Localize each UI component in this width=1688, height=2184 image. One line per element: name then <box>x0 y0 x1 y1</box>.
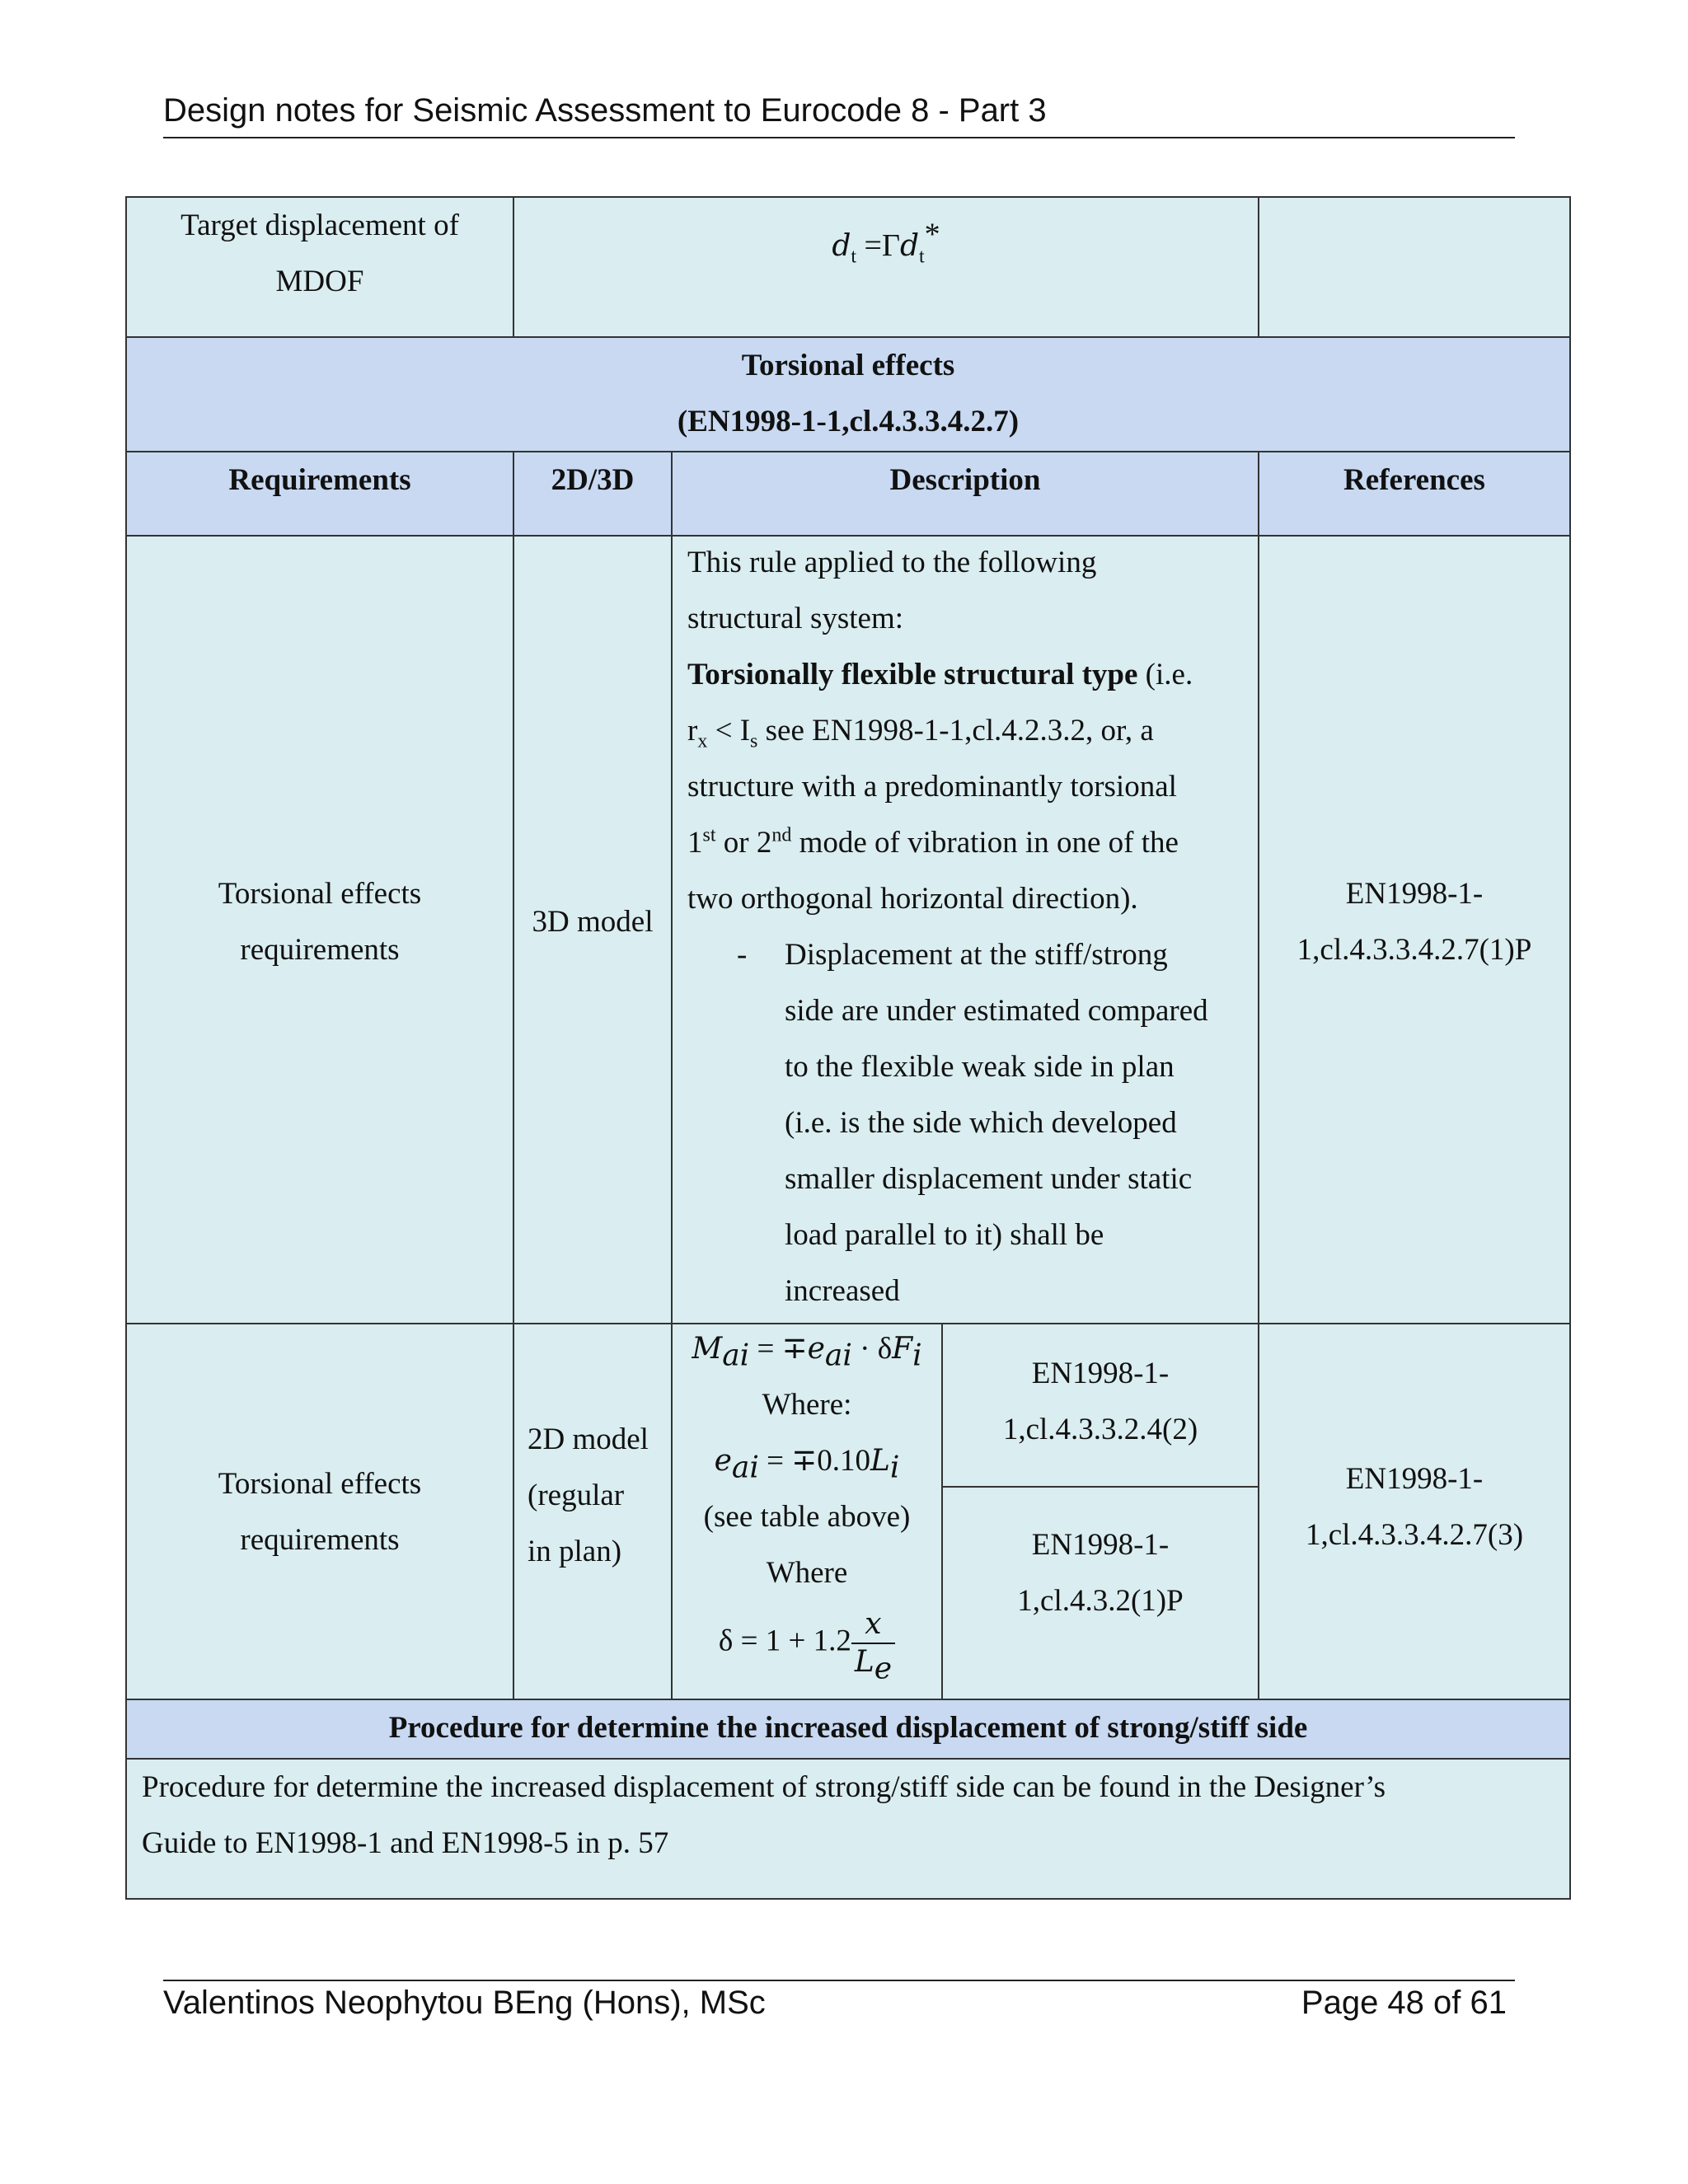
row3d-desc-line5: structure with a predominantly torsional <box>687 770 1177 804</box>
row3d-bullet-line: Displacement at the stiff/strong <box>785 938 1168 972</box>
row2d-where2: Where <box>766 1556 848 1590</box>
row3d-requirement-line2: requirements <box>240 933 400 967</box>
col-header-requirements: Requirements <box>125 451 514 537</box>
row3d-desc-line1: This rule applied to the following <box>687 546 1097 579</box>
col-header-description: Description <box>671 451 1259 537</box>
row3d-bullet-list <box>785 927 1254 1319</box>
row2d-eq-eccentricity: $e_{ai} = \mp 0.10L_i$ <box>714 1444 900 1485</box>
procedure-title: Procedure for determine the increased displacement of strong/stiff side <box>388 1711 1308 1745</box>
footer-divider <box>163 1980 1515 1981</box>
row2d-reference-cell <box>1258 1323 1571 1700</box>
row3d-bullet-line: increased <box>785 1274 900 1308</box>
row2d-model-cell <box>513 1323 673 1700</box>
row2d-where1: Where: <box>762 1388 852 1422</box>
row3d-desc-line3: Torsionally flexible structural type (i.e. <box>687 658 1193 691</box>
row3d-requirement-cell <box>125 535 514 1324</box>
row3d-bullet-line: smaller displacement under static <box>785 1162 1193 1196</box>
header-divider <box>163 137 1515 138</box>
row2d-subref1-line1: EN1998-1- <box>1031 1357 1170 1390</box>
row2d-equations-cell <box>671 1323 943 1700</box>
row3d-description-cell <box>671 535 1259 1324</box>
col-header-dim: 2D/3D <box>513 451 673 537</box>
row2d-eq-moment: $M_{ai} = \mp e_{ai} \cdot \delta F_i$ <box>692 1332 922 1373</box>
row3d-ref-line2: 1,cl.4.3.3.4.2.7(1)P <box>1296 933 1532 967</box>
row2d-model-line2: (regular <box>528 1479 625 1512</box>
page-header-title: Design notes for Seismic Assessment to Eurocode 8 - Part 3 <box>163 92 1047 129</box>
row2d-subref2-line1: EN1998-1- <box>1031 1528 1170 1562</box>
row2d-requirement-line2: requirements <box>240 1523 400 1557</box>
target-label-line1: Target displacement of <box>181 209 459 242</box>
procedure-header <box>125 1699 1571 1760</box>
torsion-section-title: Torsional effects <box>741 349 955 382</box>
row3d-desc-line7: two orthogonal horizontal direction). <box>687 882 1138 916</box>
row2d-eq-delta: δ = 1 + 1.2 $\frac{x}{L_e}$ <box>673 1606 941 1680</box>
procedure-body-cell <box>125 1758 1571 1900</box>
row3d-requirement-line1: Torsional effects <box>218 877 422 911</box>
target-reference-cell <box>1258 196 1571 338</box>
row3d-desc-line6: 1st or 2nd mode of vibration in one of the <box>687 824 1179 860</box>
row3d-bullet-line: load parallel to it) shall be <box>785 1218 1104 1252</box>
torsion-section-header <box>125 336 1571 452</box>
row3d-bullet-dash: - <box>737 938 748 972</box>
torsion-section-clause: (EN1998-1-1,cl.4.3.3.4.2.7) <box>677 405 1020 438</box>
row3d-bullet-line: to the flexible weak side in plan <box>785 1050 1175 1084</box>
row2d-subref1-cell <box>941 1323 1259 1488</box>
procedure-body-line2: Guide to EN1998-1 and EN1998-5 in p. 57 <box>142 1826 669 1860</box>
row2d-subref2-line2: 1,cl.4.3.2(1)P <box>1017 1584 1184 1618</box>
row3d-desc-line2: structural system: <box>687 602 904 635</box>
row3d-bullet-line: side are under estimated compared <box>785 994 1208 1028</box>
row3d-reference-cell <box>1258 535 1571 1324</box>
row2d-model-line1: 2D model <box>528 1422 649 1456</box>
row2d-model-line3: in plan) <box>528 1535 622 1568</box>
row2d-ref-line2: 1,cl.4.3.3.4.2.7(3) <box>1305 1518 1524 1552</box>
row2d-see-table: (see table above) <box>703 1500 911 1534</box>
target-label-line2: MDOF <box>275 265 364 298</box>
target-formula: $d_t =\Gamma d_t^*$ <box>832 217 940 268</box>
target-label-cell <box>125 196 514 338</box>
target-formula-cell <box>513 196 1259 338</box>
row3d-bullet-line: (i.e. is the side which developed <box>785 1106 1177 1140</box>
row2d-ref-line1: EN1998-1- <box>1345 1462 1484 1496</box>
row3d-desc-line4: $r_x < I_s$ see EN1998-1-1,cl.4.2.3.2, or, a <box>687 714 1154 752</box>
row3d-model-cell <box>513 535 673 1324</box>
row2d-requirement-line1: Torsional effects <box>218 1467 422 1501</box>
row2d-subref1-line2: 1,cl.4.3.3.2.4(2) <box>1002 1413 1198 1446</box>
row2d-subref2-cell <box>941 1486 1259 1700</box>
row3d-ref-line1: EN1998-1- <box>1345 877 1484 911</box>
row3d-model: 3D model <box>532 905 654 939</box>
page-number: Page 48 of 61 <box>1301 1985 1507 2021</box>
footer-author: Valentinos Neophytou BEng (Hons), MSc <box>163 1985 766 2021</box>
row2d-requirement-cell <box>125 1323 514 1700</box>
procedure-body-line1: Procedure for determine the increased displacement of strong/stiff side can be found in the Designer’s <box>142 1770 1386 1804</box>
col-header-references: References <box>1258 451 1571 537</box>
